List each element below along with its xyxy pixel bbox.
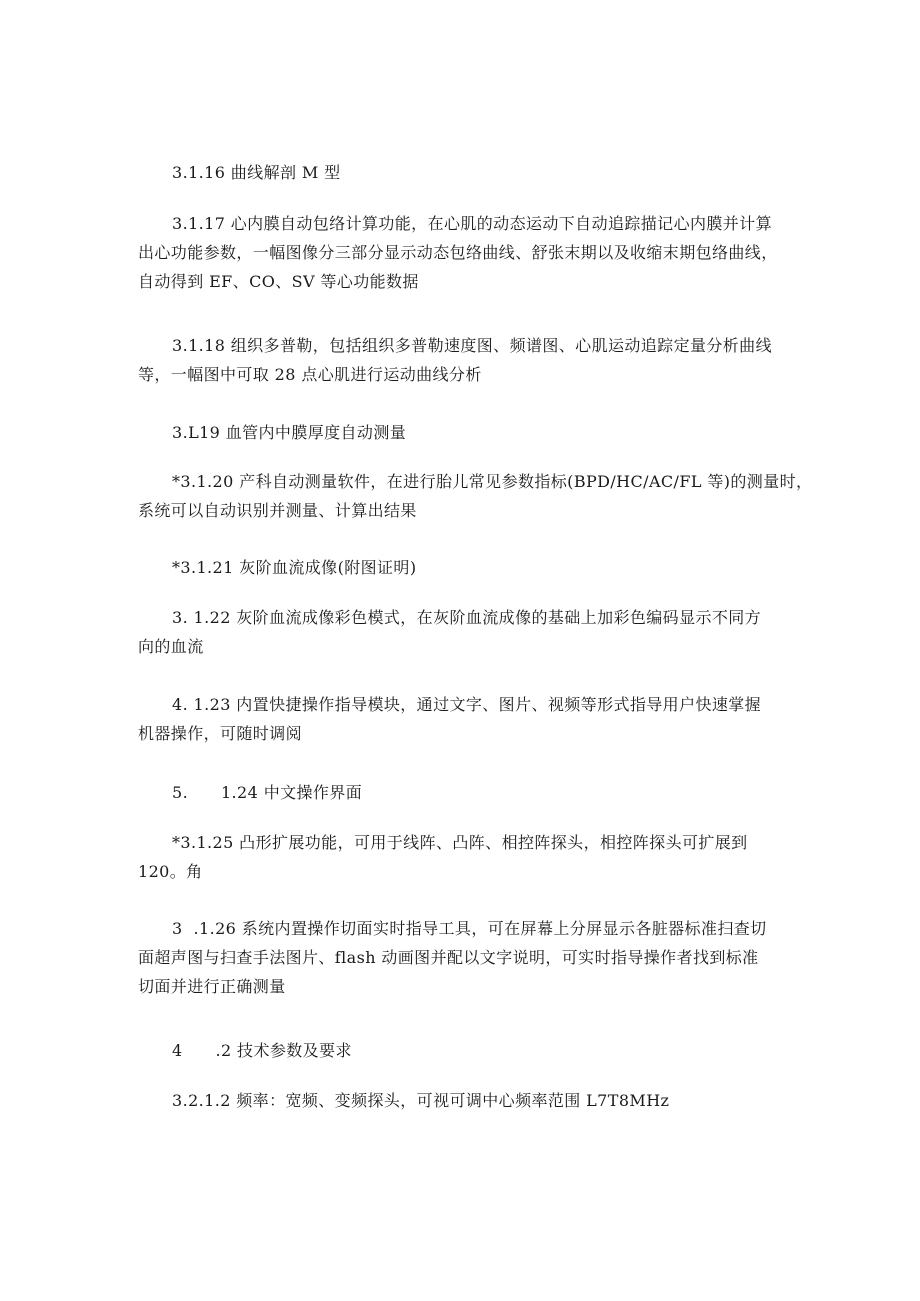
paragraph-line: 系统可以自动识别并测量、计算出结果 bbox=[138, 501, 417, 520]
paragraph-line: 出心功能参数，一幅图像分三部分显示动态包络曲线、舒张末期以及收缩末期包络曲线， bbox=[138, 243, 778, 262]
paragraph-line: *3.1.25 凸形扩展功能，可用于线阵、凸阵、相控阵探头，相控阵探头可扩展到 bbox=[172, 833, 748, 852]
paragraph-line: *3.1.21 灰阶血流成像(附图证明) bbox=[172, 558, 417, 577]
paragraph-3-1-23 bbox=[138, 690, 788, 748]
paragraph-3-1-25 bbox=[138, 828, 788, 886]
paragraph-line: 机器操作，可随时调阅 bbox=[138, 724, 303, 743]
paragraph-line: 5. 1.24 中文操作界面 bbox=[172, 783, 363, 802]
paragraph-line: 3.2.1.2 频率：宽频、变频探头，可视可调中心频率范围 L7T8MHz bbox=[172, 1091, 670, 1110]
paragraph-3-1-20 bbox=[138, 467, 813, 525]
paragraph-line: 面超声图与扫查手法图片、flash 动画图并配以文字说明，可实时指导操作者找到标准 bbox=[138, 948, 759, 967]
paragraph-line: 3 .1.26 系统内置操作切面实时指导工具，可在屏幕上分屏显示各脏器标准扫查切 bbox=[172, 919, 767, 938]
paragraph-line: 3. 1.22 灰阶血流成像彩色模式，在灰阶血流成像的基础上加彩色编码显示不同方 bbox=[172, 608, 762, 627]
paragraph-line: 3.1.17 心内膜自动包络计算功能，在心肌的动态运动下自动追踪描记心内膜并计算 bbox=[172, 214, 772, 233]
paragraph-line: 3.1.16 曲线解剖 M 型 bbox=[172, 163, 341, 182]
paragraph-line: 切面并进行正确测量 bbox=[138, 977, 286, 996]
paragraph-3-1-19 bbox=[138, 418, 788, 447]
paragraph-3-2-1-2 bbox=[138, 1086, 788, 1115]
paragraph-3-1-18 bbox=[138, 331, 788, 389]
paragraph-line: 向的血流 bbox=[138, 637, 204, 656]
paragraph-line: 4. 1.23 内置快捷操作指导模块，通过文字、图片、视频等形式指导用户快速掌握 bbox=[172, 695, 762, 714]
paragraph-line: *3.1.20 产科自动测量软件，在进行胎儿常见参数指标(BPD/HC/AC/FL 等)的测量时， bbox=[172, 472, 813, 491]
paragraph-line: 3.L19 血管内中膜厚度自动测量 bbox=[172, 423, 407, 442]
paragraph-3-1-24 bbox=[138, 778, 788, 807]
paragraph-line: 3.1.18 组织多普勒，包括组织多普勒速度图、频谱图、心肌运动追踪定量分析曲线 bbox=[172, 336, 772, 355]
paragraph-line: 等，一幅图中可取 28 点心肌进行运动曲线分析 bbox=[138, 365, 482, 384]
paragraph-3-1-21 bbox=[138, 553, 788, 582]
paragraph-line: 自动得到 EF、CO、SV 等心功能数据 bbox=[138, 272, 419, 291]
paragraph-3-1-17 bbox=[138, 209, 788, 296]
paragraph-3-2-heading bbox=[138, 1036, 788, 1065]
paragraph-line: 120。角 bbox=[138, 862, 203, 881]
paragraph-3-1-16 bbox=[138, 158, 788, 187]
paragraph-3-1-22 bbox=[138, 603, 788, 661]
paragraph-3-1-26 bbox=[138, 914, 788, 1001]
paragraph-line: 4 .2 技术参数及要求 bbox=[172, 1041, 352, 1060]
